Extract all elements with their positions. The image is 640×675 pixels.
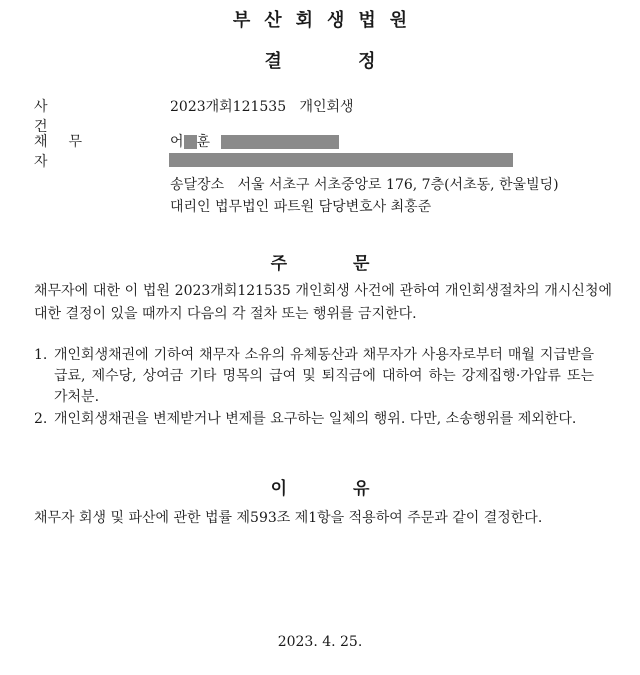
debtor-name [170, 131, 339, 151]
redaction-bar [221, 135, 339, 149]
representative: 대리인 법무법인 파트원 담당변호사 최홍준 [170, 199, 432, 215]
case-label: 사건 [34, 99, 80, 135]
order-item-number: 1. [34, 347, 48, 363]
debtor-name-first: 어 [170, 134, 184, 150]
reason-title: 이 유 [270, 479, 370, 499]
document-type-title: 결 정 [264, 51, 376, 72]
debtor-name-last: 훈 [196, 134, 211, 150]
debtor-label: 채무자 [34, 134, 104, 170]
order-item-number: 2. [34, 411, 48, 427]
redaction-bar [184, 135, 197, 149]
order-item [34, 345, 594, 408]
decision-date: 2023. 4. 25. [277, 634, 363, 650]
service-address: 송달장소 서울 서초구 서초중앙로 176, 7층(서초동, 한울빌딩) [170, 177, 559, 193]
court-name: 부산회생법원 [232, 10, 422, 31]
case-value: 2023개회121535 개인회생 [170, 99, 354, 115]
order-item-text: 개인회생채권에 기하여 채무자 소유의 유체동산과 채무자가 사용자로부터 매월 지급받을 급료, 제수당, 상여금 기타 명목의 급여 및 퇴직금에 대하여 하는 강제집행·가압류 또는 가처분. [54, 347, 594, 405]
reason-text: 채무자 회생 및 파산에 관한 법률 제593조 제1항을 적용하여 주문과 같이 결정한다. [34, 510, 543, 526]
order-intro: 채무자에 대한 이 법원 2023개회121535 개인회생 사건에 관하여 개인회생절차의 개시신청에 대한 결정이 있을 때까지 다음의 각 절차 또는 행위를 금지한다. [34, 283, 612, 322]
order-item [34, 409, 594, 430]
order-item-text: 개인회생채권을 변제받거나 변제를 요구하는 일체의 행위. 다만, 소송행위를 제외한다. [54, 411, 577, 427]
order-title: 주 문 [270, 254, 370, 274]
address-redaction-bar [169, 153, 513, 167]
